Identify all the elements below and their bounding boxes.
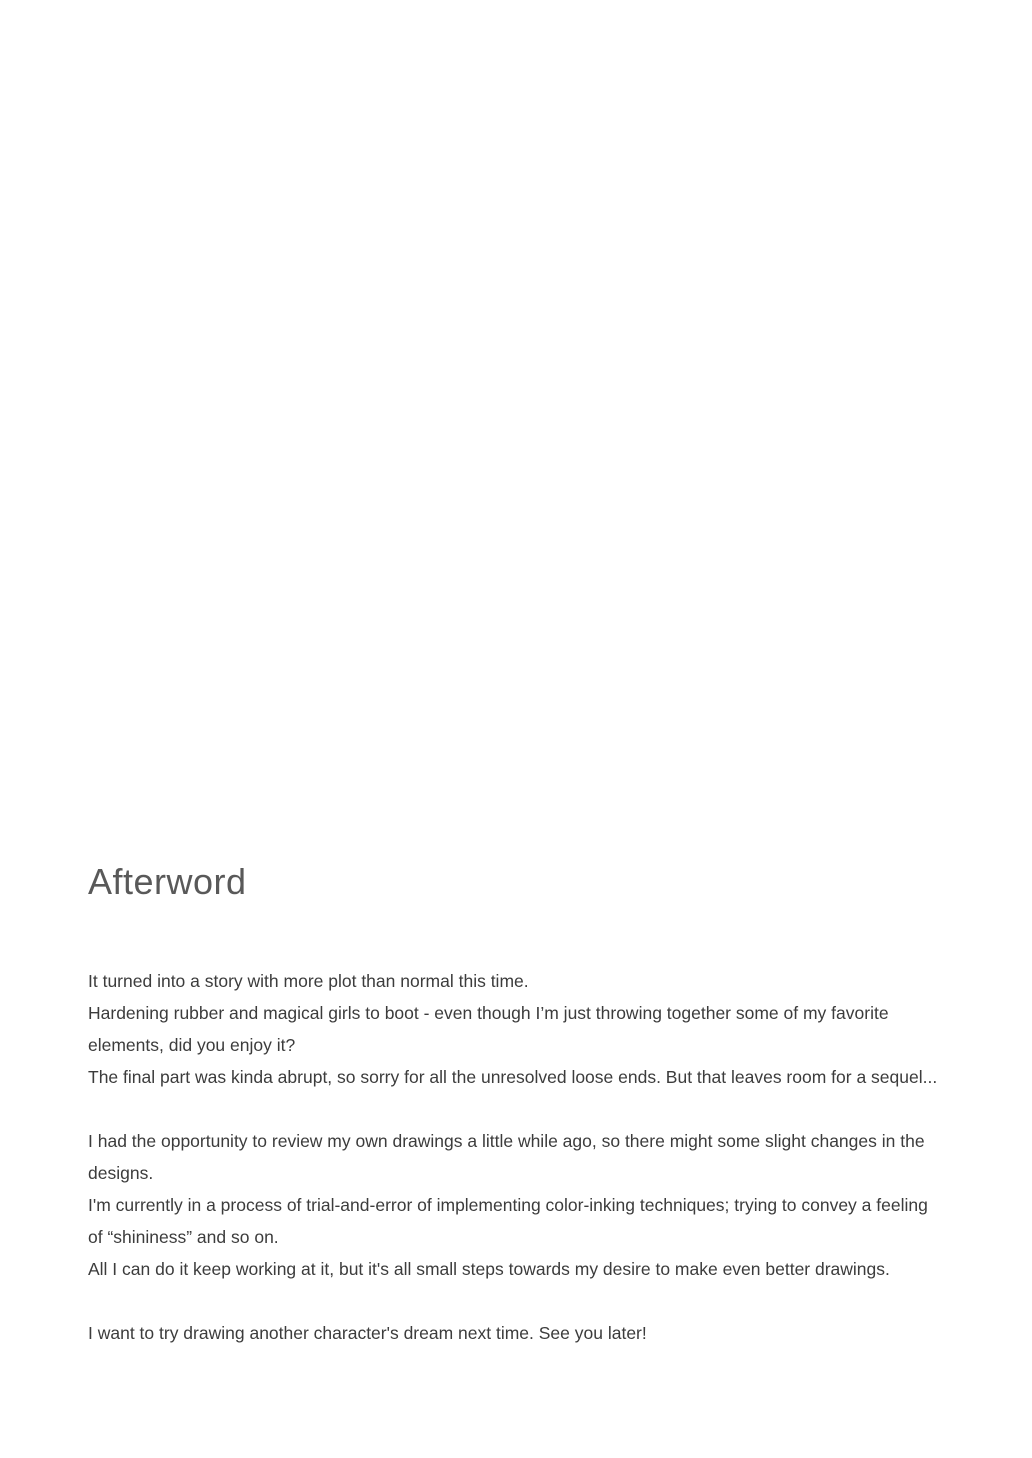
paragraph [88,1317,944,1349]
sentence-line: I want to try drawing another character's dream next time. See you later! [88,1323,647,1344]
sentence-line: It turned into a story with more plot than normal this time. [88,971,529,992]
page-title: Afterword [88,861,247,902]
sentence-line: I had the opportunity to review my own drawings a little while ago, so there might some slight changes in the designs. [88,1131,925,1184]
sentence-line: Hardening rubber and magical girls to boot - even though I’m just throwing together some of my favorite elements, did you enjoy it? [88,1003,889,1056]
sentence-line: All I can do it keep working at it, but it's all small steps towards my desire to make even better drawings. [88,1259,890,1280]
sentence-line: The final part was kinda abrupt, so sorry for all the unresolved loose ends. But that leaves room for a sequel... [88,1067,938,1088]
paragraph [88,965,944,1093]
paragraph [88,1125,944,1285]
sentence-line: I'm currently in a process of trial-and-error of implementing color-inking techniques; trying to convey a feeling of “shininess” and so on. [88,1195,928,1248]
afterword-body [88,965,944,1349]
afterword-section [88,860,944,1349]
